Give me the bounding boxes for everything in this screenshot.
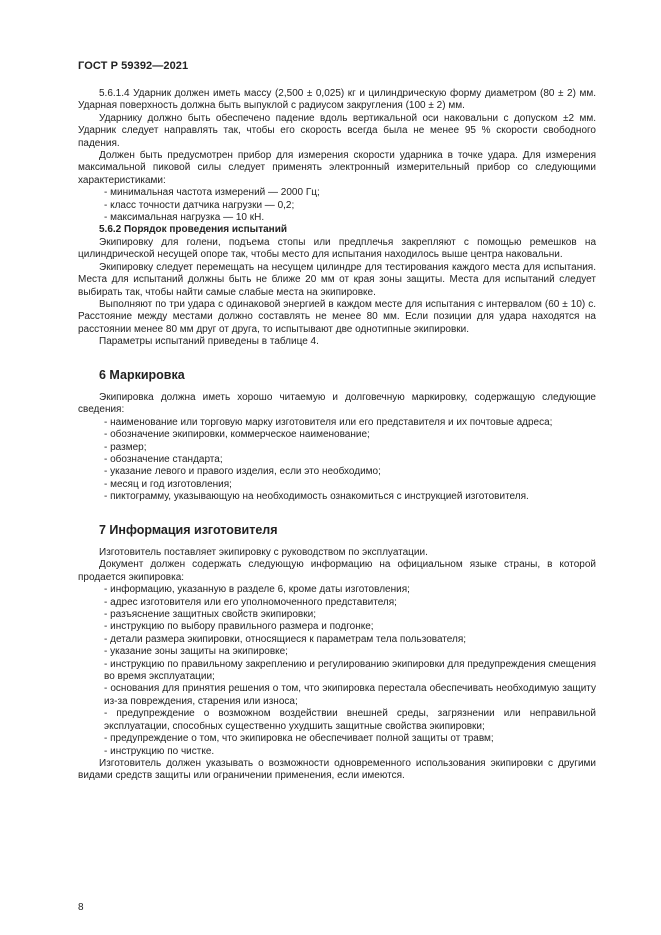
section-title-6: 6 Маркировка bbox=[99, 367, 185, 382]
list-item: - размер; bbox=[104, 441, 147, 453]
paragraph-striker-fall: Ударнику должно быть обеспечено падение вдоль вертикальной оси наковальни с допуском ±2 мм. Ударник следует направлять так, чтобы его скорость всегда была не менее 95 % скорости свободного падения. bbox=[78, 112, 596, 149]
paragraph-marking: Экипировка должна иметь хорошо читаемую и долговечную маркировку, содержащую следующие сведения: bbox=[78, 391, 596, 416]
paragraph-manual: Изготовитель поставляет экипировку с руководством по эксплуатации. bbox=[99, 547, 428, 558]
list-item: - указание левого и правого изделия, если это необходимо; bbox=[104, 466, 381, 478]
list-item: - класс точности датчика нагрузки — 0,2; bbox=[104, 199, 295, 211]
list-item: - адрес изготовителя или его уполномоченного представителя; bbox=[104, 596, 397, 608]
paragraph-impacts: Выполняют по три удара с одинаковой энергией в каждом месте для испытания с интервалом (60 ± 10) с. Расстояние между местами должно составлять не менее 80 мм. Если позиции для удара находятся на расстоянии менее 80 мм друг от друга, то испытывают две однотипные экипировки. bbox=[78, 298, 596, 335]
list-item: - основания для принятия решения о том, что экипировка перестала обеспечивать необходимую защиту из-за повреждения, старения или износа; bbox=[104, 683, 596, 707]
list-item: - обозначение экипировки, коммерческое наименование; bbox=[104, 429, 370, 441]
paragraph-combined-use: Изготовитель должен указывать о возможности одновременного использования экипировки с другими видами средств защиты или ограничении применения, если имеются. bbox=[78, 757, 596, 782]
list-item: - инструкцию по правильному закреплению и регулированию экипировки для предупреждения смещения во время эксплуатации; bbox=[104, 658, 596, 683]
paragraph-test-places: Экипировку следует перемещать на несущем цилиндре для тестирования каждого места для испытания. Места для испытаний должны быть не ближе 20 мм от края зоны защиты. Места для испытаний следует выбирать так, чтобы найти самые слабые места на экипировке. bbox=[78, 261, 596, 298]
page-number: 8 bbox=[78, 902, 84, 913]
list-item: - разъяснение защитных свойств экипировки; bbox=[104, 609, 316, 621]
paragraph-document-content: Документ должен содержать следующую информацию на официальном языке страны, в которой продается экипировка: bbox=[78, 559, 596, 583]
list-item: - информацию, указанную в разделе 6, кроме даты изготовления; bbox=[104, 584, 410, 596]
list-item: - инструкцию по выбору правильного размера и подгонке; bbox=[104, 621, 374, 633]
list-item: - максимальная нагрузка — 10 кН. bbox=[104, 212, 265, 224]
section-title-7: 7 Информация изготовителя bbox=[99, 522, 278, 537]
paragraph-measuring-device: Должен быть предусмотрен прибор для измерения скорости ударника в точке удара. Для измерения максимальной пиковой силы следует применять электронный измерительный прибор со следующими характеристиками: bbox=[78, 150, 596, 186]
list-item: - предупреждение о возможном воздействии внешней среды, загрязнении или неправильной эксплуатации, способных существенно ухудшить защитные свойства экипировки; bbox=[104, 708, 596, 732]
list-item: - месяц и год изготовления; bbox=[104, 478, 232, 490]
list-item: - предупреждение о том, что экипировка не обеспечивает полной защиты от травм; bbox=[104, 733, 494, 745]
list-item: - инструкцию по чистке. bbox=[104, 745, 215, 757]
subsection-title-5-6-2: 5.6.2 Порядок проведения испытаний bbox=[99, 224, 287, 236]
paragraph-table-ref: Параметры испытаний приведены в таблице 4. bbox=[99, 336, 319, 348]
list-item: - обозначение стандарта; bbox=[104, 453, 223, 465]
list-item: - указание зоны защиты на экипировке; bbox=[104, 646, 288, 658]
paragraph-test-mounting: Экипировку для голени, подъема стопы или предплечья закрепляют с помощью ремешков на цилиндрической несущей опоре так, чтобы место для испытания находилось выше центра наковальни. bbox=[78, 236, 596, 261]
list-item: - детали размера экипировки, относящиеся к параметрам тела пользователя; bbox=[104, 633, 467, 645]
document-body bbox=[78, 88, 596, 783]
list-item: - минимальная частота измерений — 2000 Гц; bbox=[104, 187, 320, 199]
list-item: - наименование или торговую марку изготовителя или его представителя и их почтовые адреса; bbox=[104, 416, 553, 428]
document-header: ГОСТ Р 59392—2021 bbox=[78, 60, 189, 72]
list-item: - пиктограмму, указывающую на необходимость ознакомиться с инструкцией изготовителя. bbox=[104, 491, 529, 503]
paragraph-5-6-1-4: 5.6.1.4 Ударник должен иметь массу (2,500 ± 0,025) кг и цилиндрическую форму диаметром (80 ± 2) мм. Ударная поверхность должна быть выпуклой с радиусом закругления (100 ± 2) мм. bbox=[78, 88, 596, 112]
